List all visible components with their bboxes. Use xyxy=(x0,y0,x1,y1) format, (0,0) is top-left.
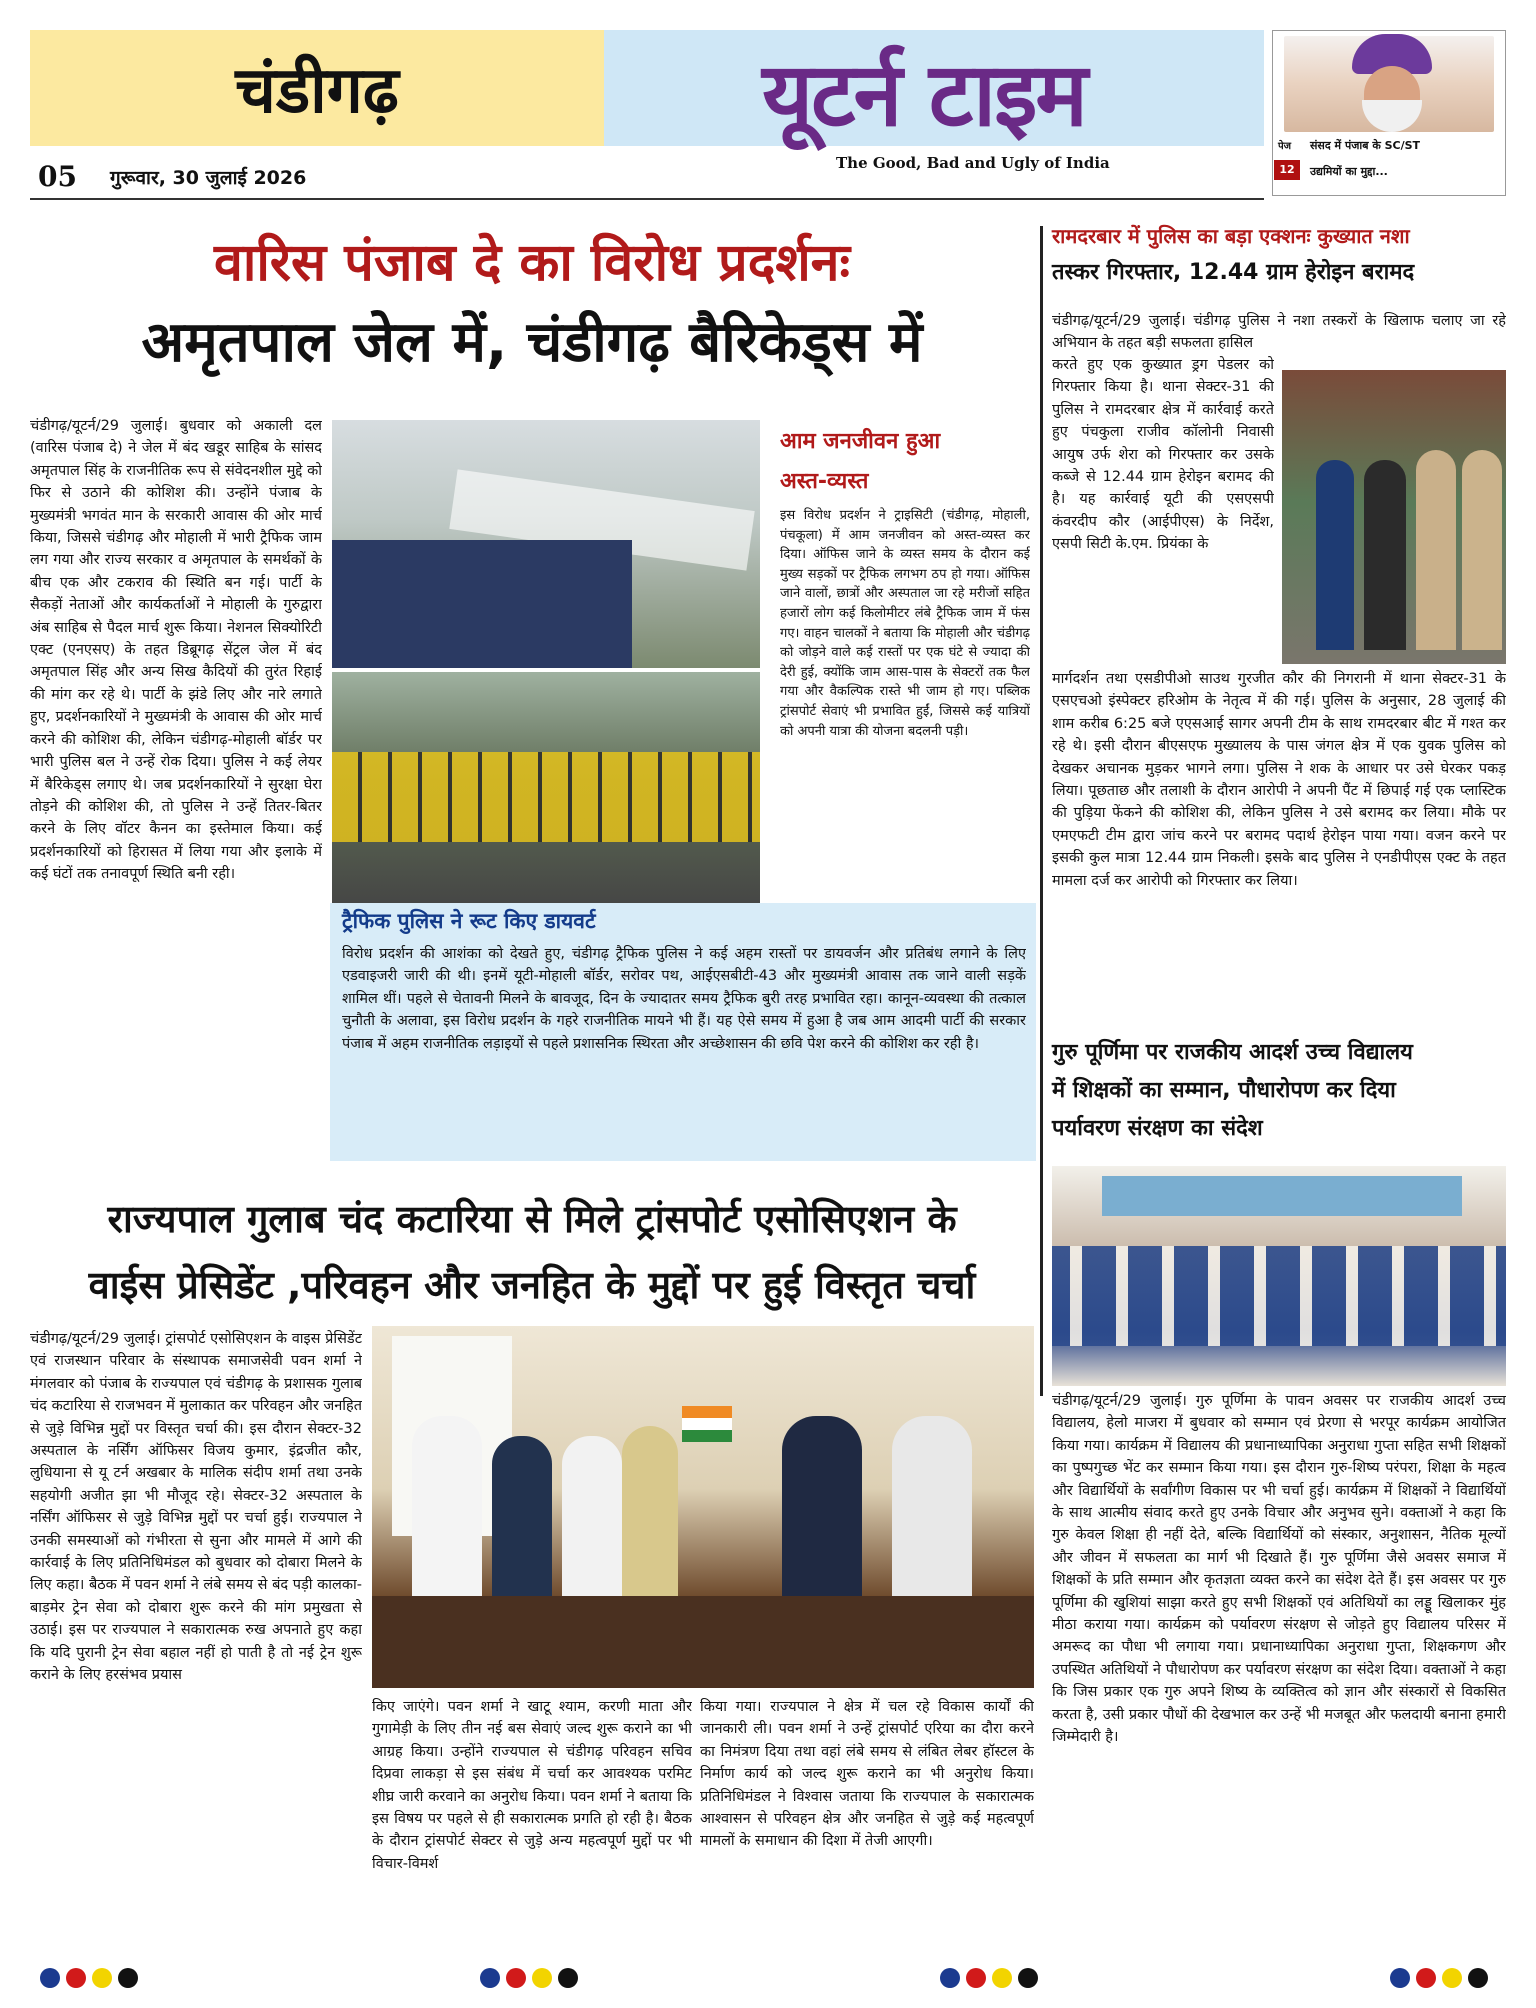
school-headline-line-3: पर्यावरण संरक्षण का संदेश xyxy=(1052,1116,1263,1141)
reg-dot-black xyxy=(1468,1968,1488,1988)
governor-meeting-photo xyxy=(372,1326,1034,1688)
registration-marks-far-right xyxy=(1390,1968,1488,1990)
reg-dot-blue xyxy=(940,1968,960,1988)
civic-subheading-line-1: आम जनजीवन हुआ xyxy=(780,429,941,454)
police-arrest-photo xyxy=(1282,370,1506,664)
indian-flag-icon xyxy=(682,1406,732,1442)
school-headline-line-1: गुरु पूर्णिमा पर राजकीय आदर्श उच्च विद्यालय xyxy=(1052,1040,1413,1065)
school-headline-line-2: में शिक्षकों का सम्मान, पौधारोपण कर दिया xyxy=(1052,1078,1396,1103)
reg-dot-yellow xyxy=(1442,1968,1462,1988)
registration-marks-left xyxy=(40,1968,138,1990)
police-story-narrow: करते हुए एक कुख्यात ड्रग पेडलर को गिरफ्तार किया है। थाना सेक्टर-31 की पुलिस ने रामदरबार क्षेत्र में कार्रवाई करते हुए पंचकुला राजीव कॉलोनी निवासी आयुष उर्फ शेरा को गिरफ्तार कर उसके कब्जे से 12.44 ग्राम हेरोइन बरामद की है। यह कार्रवाई यूटी की एसएसपी कंवरदीप कौर (आईपीएस) के निर्देश, एसपी सिटी के.एम. प्रियंका के xyxy=(1052,357,1274,553)
transport-story-col-2: किए जाएंगे। पवन शर्मा ने खाटू श्याम, करणी माता और गुगामेड़ी के लिए तीन नई बस सेवाएं जल्द शुरू कराने का भी आग्रह किया। उन्होंने राज्यपाल से चंडीगढ़ परिवहन सचिव दिप्रवा लाकड़ा से इस संबंध में चर्चा कर आवश्यक परमिट शीघ्र जारी करवाने का अनुरोध किया। पवन शर्मा ने बताया कि इस विषय पर पहले से ही सकारात्मक प्रगति हो रही है। बैठक के दौरान ट्रांसपोर्ट सेक्टर से जुड़े अन्य महत्वपूर्ण मुद्दों पर भी विचार-विमर्श xyxy=(372,1699,692,1872)
column-divider xyxy=(1040,226,1043,1396)
officer-figure xyxy=(1316,460,1354,650)
traffic-sidebar-title: ट्रैफिक पुलिस ने रूट किए डायवर्ट xyxy=(342,909,596,933)
school-headline xyxy=(1052,1034,1506,1148)
school-story-body: चंडीगढ़/यूटर्न/29 जुलाई। गुरु पूर्णिमा के पावन अवसर पर राजकीय आदर्श उच्च विद्यालय, हेलो माजरा में बुधवार को सम्मान एवं प्रेरणा से भरपूर कार्यक्रम आयोजित किया गया। कार्यक्रम में विद्यालय की प्रधानाध्यापिका अनुराधा गुप्ता सहित सभी शिक्षकों का पुष्पगुच्छ भेंट कर सम्मान किया गया। इस दौरान गुरु-शिष्य परंपरा, शिक्षा के महत्व और विद्यार्थियों के सर्वांगीण विकास पर भी चर्चा हुई। कार्यक्रम में शिक्षकों ने विद्यार्थियों के साथ आत्मीय संवाद करते हुए उनके विचार और अनुभव सुने। वक्ताओं ने कहा कि गुरु केवल शिक्षा ही नहीं देते, बल्कि विद्यार्थियों को संस्कार, अनुशासन, नैतिक मूल्यों और जीवन में सफलता का मार्ग भी दिखाते हैं। गुरु पूर्णिमा जैसे अवसर समाज में शिक्षकों के प्रति सम्मान और कृतज्ञता व्यक्त करने का संदेश देते हैं। इस अवसर पर गुरु पूर्णिमा की खुशियां साझा करते हुए सभी शिक्षकों एवं अतिथियों का लड्डू खिलाकर मुंह मीठा कराया गया। कार्यक्रम को पर्यावरण संरक्षण से जोड़ते हुए विद्यालय परिसर में अमरूद का पौधा भी लगाया गया। प्रधानाध्यापिका अनुराधा गुप्ता, शिक्षकगण और उपस्थित अतिथियों ने पौधारोपण कर पर्यावरण संरक्षण का संदेश दिया। वक्ताओं ने कहा कि जिस प्रकार एक गुरु अपने शिष्य के व्यक्तित्व को ज्ञान और संस्कारों से विकसित करता है, उसी प्रकार पौधों की देखभाल कर उन्हें भी मजबूत और फलदायी बनाना हमारी जिम्मेदारी है। xyxy=(1052,1393,1506,1746)
stage-banner-shape xyxy=(1102,1176,1462,1216)
protest-water-cannon-photo xyxy=(332,420,760,668)
officer-figure xyxy=(1416,450,1456,650)
registration-marks-center xyxy=(480,1968,578,1990)
transport-story-col-1: चंडीगढ़/यूटर्न/29 जुलाई। ट्रांसपोर्ट एसोसिएशन के वाइस प्रेसिडेंट एवं राजस्थान परिवार के संस्थापक समाजसेवी पवन शर्मा ने मंगलवार को पंजाब के राज्यपाल एवं चंडीगढ़ के प्रशासक गुलाब चंद कटारिया से राजभवन में मुलाकात कर परिवहन और जनहित से जुड़े विभिन्न मुद्दों पर विस्तृत चर्चा की। इस दौरान सेक्टर-32 अस्पताल के नर्सिंग ऑफिसर विजय कुमार, इंद्रजीत कौर, लुधियाना से यू टर्न अखबार के मालिक संदीप शर्मा तथा उनके सहयोगी अजीत झा भी मौजूद रहे। सेक्टर-32 अस्पताल के नर्सिंग ऑफिसर से जुड़े विभिन्न मुद्दों पर चर्चा हुई। राज्यपाल ने उनकी समस्याओं को गंभीरता से सुना और मामले में आगे की कार्रवाई के लिए प्रतिनिधिमंडल को बुधवार को दोबारा मिलने के लिए कहा। बैठक में पवन शर्मा ने लंबे समय से बंद पड़ी कालका-बाड़मेर ट्रेन सेवा को दोबारा शुरू करने की मांग प्रमुखता से उठाई। इस पर राज्यपाल ने सकारात्मक रुख अपनाते हुए कहा कि यदि पुरानी ट्रेन सेवा बहाल नहीं हो पाती है तो नई ट्रेन शुरू कराने के लिए हरसंभव प्रयास xyxy=(30,1331,362,1684)
person-figure xyxy=(892,1416,972,1616)
reg-dot-black xyxy=(118,1968,138,1988)
protest-barricade-photo xyxy=(332,672,760,912)
promo-page-number[interactable]: 12 xyxy=(1274,160,1300,180)
reg-dot-yellow xyxy=(92,1968,112,1988)
lead-story-body xyxy=(30,415,322,1160)
police-story-intro: चंडीगढ़/यूटर्न/29 जुलाई। चंडीगढ़ पुलिस ने नशा तस्करों के खिलाफ चलाए जा रहे अभियान के तहत बड़ी सफलता हासिल xyxy=(1052,313,1506,352)
newspaper-logo: यूटर्न टाइम xyxy=(762,43,1086,146)
reg-dot-black xyxy=(558,1968,578,1988)
tagline: The Good, Bad and Ugly of India xyxy=(836,154,1110,172)
police-headline-line-1: रामदरबार में पुलिस का बड़ा एक्शनः कुख्यात नशा xyxy=(1052,224,1410,248)
reg-dot-yellow xyxy=(532,1968,552,1988)
promo-teaser-line-1[interactable]: संसद में पंजाब के SC/ST xyxy=(1310,139,1421,152)
page-number: 05 xyxy=(38,160,77,193)
reg-dot-yellow xyxy=(992,1968,1012,1988)
transport-headline-line-2: वाईस प्रेसिडेंट ,परिवहन और जनहित के मुद्दों पर हुई विस्तृत चर्चा xyxy=(88,1263,976,1307)
police-headline-line-2: तस्कर गिरफ्तार, 12.44 ग्राम हेरोइन बरामद xyxy=(1052,260,1415,285)
person-figure xyxy=(562,1436,622,1616)
reg-dot-red xyxy=(1416,1968,1436,1988)
person-figure xyxy=(622,1426,678,1616)
reg-dot-red xyxy=(66,1968,86,1988)
desk-shape xyxy=(372,1596,1034,1688)
lead-headline-line-2: अमृतपाल जेल में, चंडीगढ़ बैरिकेड्स में xyxy=(141,310,923,375)
students-group-shape xyxy=(1052,1246,1506,1346)
city-name: चंडीगढ़ xyxy=(235,54,399,128)
police-story-rest: मार्गदर्शन तथा एसडीपीओ साउथ गुरजीत कौर की निगरानी में थाना सेक्टर-31 के एसएचओ इंस्पेक्टर हरिओम के नेतृत्व में की गई। पुलिस के अनुसार, 28 जुलाई की शाम करीब 6:25 बजे एएसआई सागर अपनी टीम के साथ रामदरबार बीट में गश्त कर रहे थे। इसी दौरान बीएसएफ मुख्यालय के पास जंगल क्षेत्र में एक युवक पुलिस को देखकर अचानक मुड़कर भागने लगा। पुलिस ने शक के आधार पर उसे घेरकर पकड़ लिया। पूछताछ और तलाशी के दौरान आरोपी ने अपनी पैंट में छिपाई गई एक प्लास्टिक की पुड़िया फेंकने की कोशिश की, लेकिन पुलिस ने उसे बरामद कर लिया। मौके पर एमएफटी टीम द्वारा जांच करने पर बरामद पदार्थ हेरोइन पाया गया। वजन करने पर इसकी कुल मात्रा 12.44 ग्राम निकली। इसके बाद पुलिस ने एनडीपीएस एक्ट के तहत मामला दर्ज कर आरोपी को गिरफ्तार कर लिया। xyxy=(1052,671,1506,889)
civic-body: इस विरोध प्रदर्शन ने ट्राइसिटी (चंडीगढ़, मोहाली, पंचकूला) में आम जनजीवन को अस्त-व्यस्त कर दिया। ऑफिस जाने के व्यस्त समय के दौरान कई मुख्य सड़कों पर ट्रैफिक लगभग ठप हो गया। ऑफिस जाने वालों, छात्रों और अस्पताल जा रहे मरीजों सहित हजारों लोग कई किलोमीटर लंबे ट्रैफिक जाम में फंस गए। वाहन चालकों ने बताया कि मोहाली और चंडीगढ़ को जोड़ने वाले कई रास्तों पर एक घंटे से ज्यादा की देरी हुई, क्योंकि जाम आस-पास के सेक्टरों तक फैल गया और वैकल्पिक रास्ते भी जाम हो गए। पब्लिक ट्रांसपोर्ट सेवाएं भी प्रभावित हुईं, जिससे कई यात्रियों को अपनी यात्रा की योजना बदलनी पड़ी। xyxy=(780,508,1030,739)
traffic-sidebar-body: विरोध प्रदर्शन की आशंका को देखते हुए, चंडीगढ़ ट्रैफिक पुलिस ने कई अहम रास्तों पर डायवर्जन और प्रतिबंध लगाने के लिए एडवाइजरी जारी की थी। इनमें यूटी-मोहाली बॉर्डर, सरोवर पथ, आईएसबीटी-43 और मुख्यमंत्री आवास तक जाने वाली सड़कें शामिल थीं। पहले से चेतावनी मिलने के बावजूद, दिन के ज्यादातर समय ट्रैफिक बुरी तरह प्रभावित रहा। कानून-व्यवस्था की तत्काल चुनौती के अलावा, इस विरोध प्रदर्शन के गहरे राजनीतिक मायने भी हैं। यह ऐसे समय में हुआ है जब आम आदमी पार्टी की सरकार पंजाब में अहम राजनीतिक लड़ाइयों से पहले प्रशासनिक स्थिरता और अच्छेशासन की छवि पेश करने की कोशिश कर रही है। xyxy=(342,946,1026,1052)
reg-dot-black xyxy=(1018,1968,1038,1988)
reg-dot-blue xyxy=(40,1968,60,1988)
lead-story-text: चंडीगढ़/यूटर्न/29 जुलाई। बुधवार को अकाली दल (वारिस पंजाब दे) ने जेल में बंद खडूर साहिब के सांसद अमृतपाल सिंह के राजनीतिक रूप से संवेदनशील मुद्दे को फिर से उठाने की कोशिश की। उन्होंने पंजाब के मुख्यमंत्री भगवंत मान के सरकारी आवास की ओर मार्च किया, जिससे चंडीगढ़ और मोहाली में भारी ट्रैफिक जाम लग गया और राज्य सरकार व अमृतपाल के समर्थकों के बीच एक और टकराव की स्थिति बन गई। पार्टी के सैकड़ों नेताओं और कार्यकर्ताओं ने मोहाली के गुरुद्वारा अंब साहिब से पैदल मार्च शुरू किया। नेशनल सिक्योरिटी एक्ट (एनएसए) के तहत डिब्रूगढ़ सेंट्रल जेल में बंद अमृतपाल सिंह और अन्य सिख कैदियों की तुरंत रिहाई की मांग कर रहे थे। पार्टी के झंडे लिए और नारे लगाते हुए, प्रदर्शनकारियों ने मुख्यमंत्री के आवास की ओर मार्च करने की कोशिश की, लेकिन चंडीगढ़-मोहाली बॉर्डर पर भारी पुलिस बल ने उन्हें रोक दिया। पुलिस ने कई लेयर में बैरिकेड्स लगाए थे। जब प्रदर्शनकारियों ने सुरक्षा घेरा तोड़ने की कोशिश की, तो पुलिस ने उन्हें तितर-बितर करने के लिए वॉटर कैनन का इस्तेमाल किया। कई प्रदर्शनकारियों को हिरासत में लिया गया और इलाके में कई घंटों तक तनावपूर्ण स्थिति बनी रही। xyxy=(30,418,322,883)
lead-headline-line-1: वारिस पंजाब दे का विरोध प्रदर्शनः xyxy=(213,233,851,293)
promo-teaser-line-2[interactable]: उद्यमियों का मुद्दा... xyxy=(1310,165,1388,178)
header-divider xyxy=(30,198,1264,200)
reg-dot-red xyxy=(506,1968,526,1988)
transport-story-col-3: किया गया। राज्यपाल ने क्षेत्र में चल रहे विकास कार्यों की जानकारी ली। पवन शर्मा ने उन्हें ट्रांसपोर्ट एरिया का दौरा करने का निमंत्रण दिया तथा वहां लंबे समय से लंबित लेबर हॉस्टल के निर्माण कार्य को जल्द शुरू कराने का भी अनुरोध किया। प्रतिनिधिमंडल ने विश्वास जताया कि राज्यपाल के सकारात्मक आश्वासन से परिवहन क्षेत्र और जनहित से जुड़े कई महत्वपूर्ण मामलों के समाधान की दिशा में तेजी आएगी। xyxy=(700,1699,1034,1850)
accused-figure xyxy=(1364,460,1406,650)
transport-headline-line-1: राज्यपाल गुलाब चंद कटारिया से मिले ट्रांसपोर्ट एसोसिएशन के xyxy=(107,1197,957,1241)
reg-dot-blue xyxy=(1390,1968,1410,1988)
promo-page-label: पेज xyxy=(1278,141,1292,152)
reg-dot-blue xyxy=(480,1968,500,1988)
school-event-photo xyxy=(1052,1166,1506,1386)
person-figure xyxy=(492,1436,552,1616)
person-figure xyxy=(782,1416,862,1616)
police-vehicle-shape xyxy=(332,540,632,668)
person-figure xyxy=(412,1416,482,1616)
civic-subheading-line-2: अस्त-व्यस्त xyxy=(780,469,869,494)
registration-marks-right xyxy=(940,1968,1038,1990)
reg-dot-red xyxy=(966,1968,986,1988)
civic-subheading xyxy=(780,422,940,502)
barricade-shape xyxy=(332,752,760,842)
officer-figure xyxy=(1462,450,1502,650)
issue-date: गुरूवार, 30 जुलाई 2026 xyxy=(110,167,307,189)
